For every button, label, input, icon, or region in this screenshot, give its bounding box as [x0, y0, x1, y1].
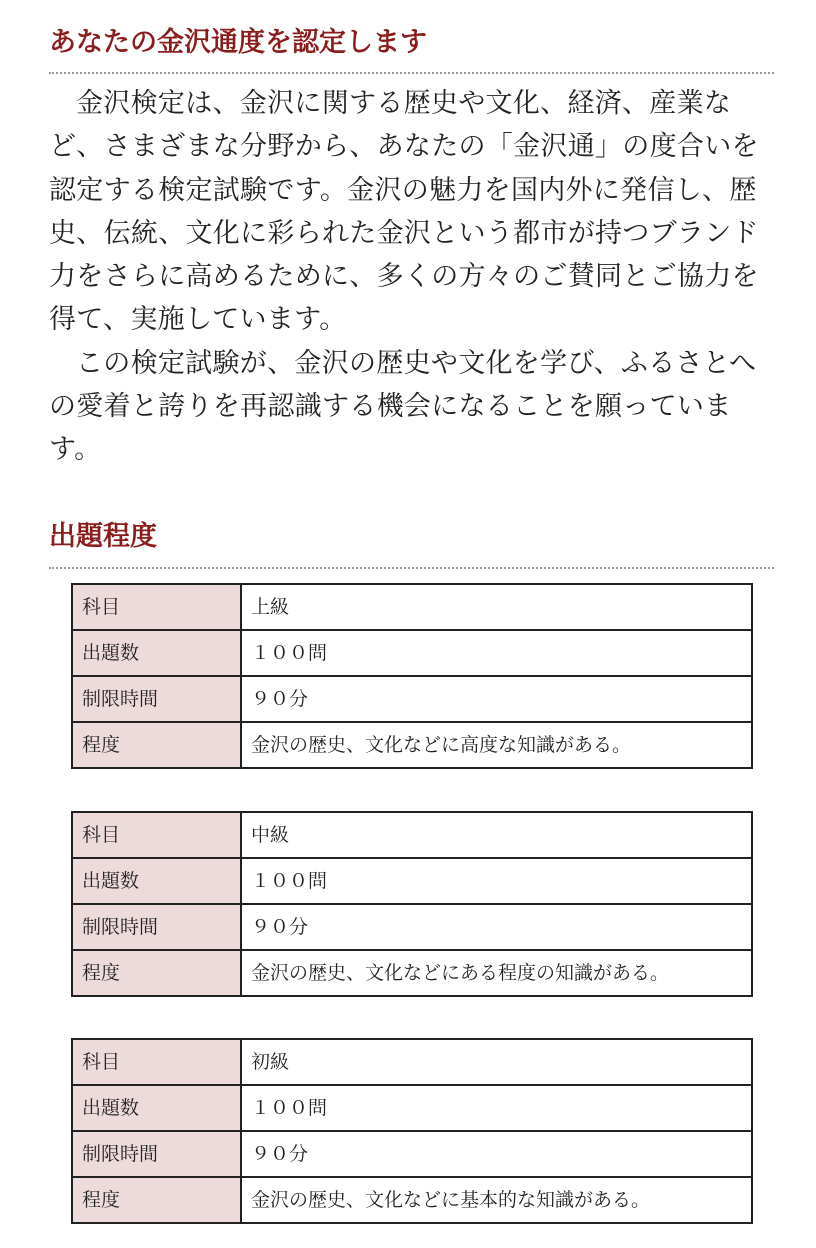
table-row [72, 584, 752, 630]
level-value: 金沢の歴史、文化などにある程度の知識がある。 [241, 950, 752, 996]
outline-divider [49, 567, 774, 569]
table-row [72, 676, 752, 722]
time-limit-value: ９０分 [241, 676, 752, 722]
subject-value: 上級 [241, 584, 752, 630]
time-limit-label: 制限時間 [72, 1131, 241, 1177]
subject-value: 初級 [241, 1039, 752, 1085]
table-row [72, 630, 752, 676]
intro-paragraph: この検定試験が、金沢の歴史や文化を学び、ふるさとへの愛着と誇りを再認識する機会になることを願っています。 [49, 347, 757, 466]
questions-label: 出題数 [72, 630, 241, 676]
questions-value: １００問 [241, 630, 752, 676]
intro-paragraph: 金沢検定は、金沢に関する歴史や文化、経済、産業など、さまざまな分野から、あなたの「金沢通」の度合いを認定する検定試験です。金沢の魅力を国内外に発信し、歴史、伝統、文化に彩られた金沢という都市が持つブランド力をさらに高めるために、多くの方々のご賛同とご協力を得て、実施しています。 [49, 88, 759, 336]
time-limit-label: 制限時間 [72, 676, 241, 722]
level-table-beginner [71, 1038, 753, 1224]
questions-label: 出題数 [72, 1085, 241, 1131]
subject-label: 科目 [72, 812, 241, 858]
table-row [72, 1039, 752, 1085]
level-label: 程度 [72, 722, 241, 768]
table-row [72, 1085, 752, 1131]
level-table-advanced [71, 583, 753, 769]
level-table-intermediate [71, 811, 753, 997]
subject-label: 科目 [72, 1039, 241, 1085]
table-row [72, 1131, 752, 1177]
subject-label: 科目 [72, 584, 241, 630]
intro-divider [49, 72, 774, 74]
time-limit-value: ９０分 [241, 1131, 752, 1177]
level-value: 金沢の歴史、文化などに高度な知識がある。 [241, 722, 752, 768]
level-label: 程度 [72, 1177, 241, 1223]
table-row [72, 904, 752, 950]
time-limit-value: ９０分 [241, 904, 752, 950]
level-label: 程度 [72, 950, 241, 996]
table-row [72, 722, 752, 768]
table-row [72, 812, 752, 858]
questions-value: １００問 [241, 1085, 752, 1131]
subject-value: 中級 [241, 812, 752, 858]
intro-heading: あなたの金沢通度を認定します [49, 27, 427, 58]
intro-text [49, 82, 763, 472]
questions-value: １００問 [241, 858, 752, 904]
table-row [72, 950, 752, 996]
table-row [72, 1177, 752, 1223]
time-limit-label: 制限時間 [72, 904, 241, 950]
level-value: 金沢の歴史、文化などに基本的な知識がある。 [241, 1177, 752, 1223]
outline-heading: 出題程度 [49, 521, 157, 552]
questions-label: 出題数 [72, 858, 241, 904]
table-row [72, 858, 752, 904]
